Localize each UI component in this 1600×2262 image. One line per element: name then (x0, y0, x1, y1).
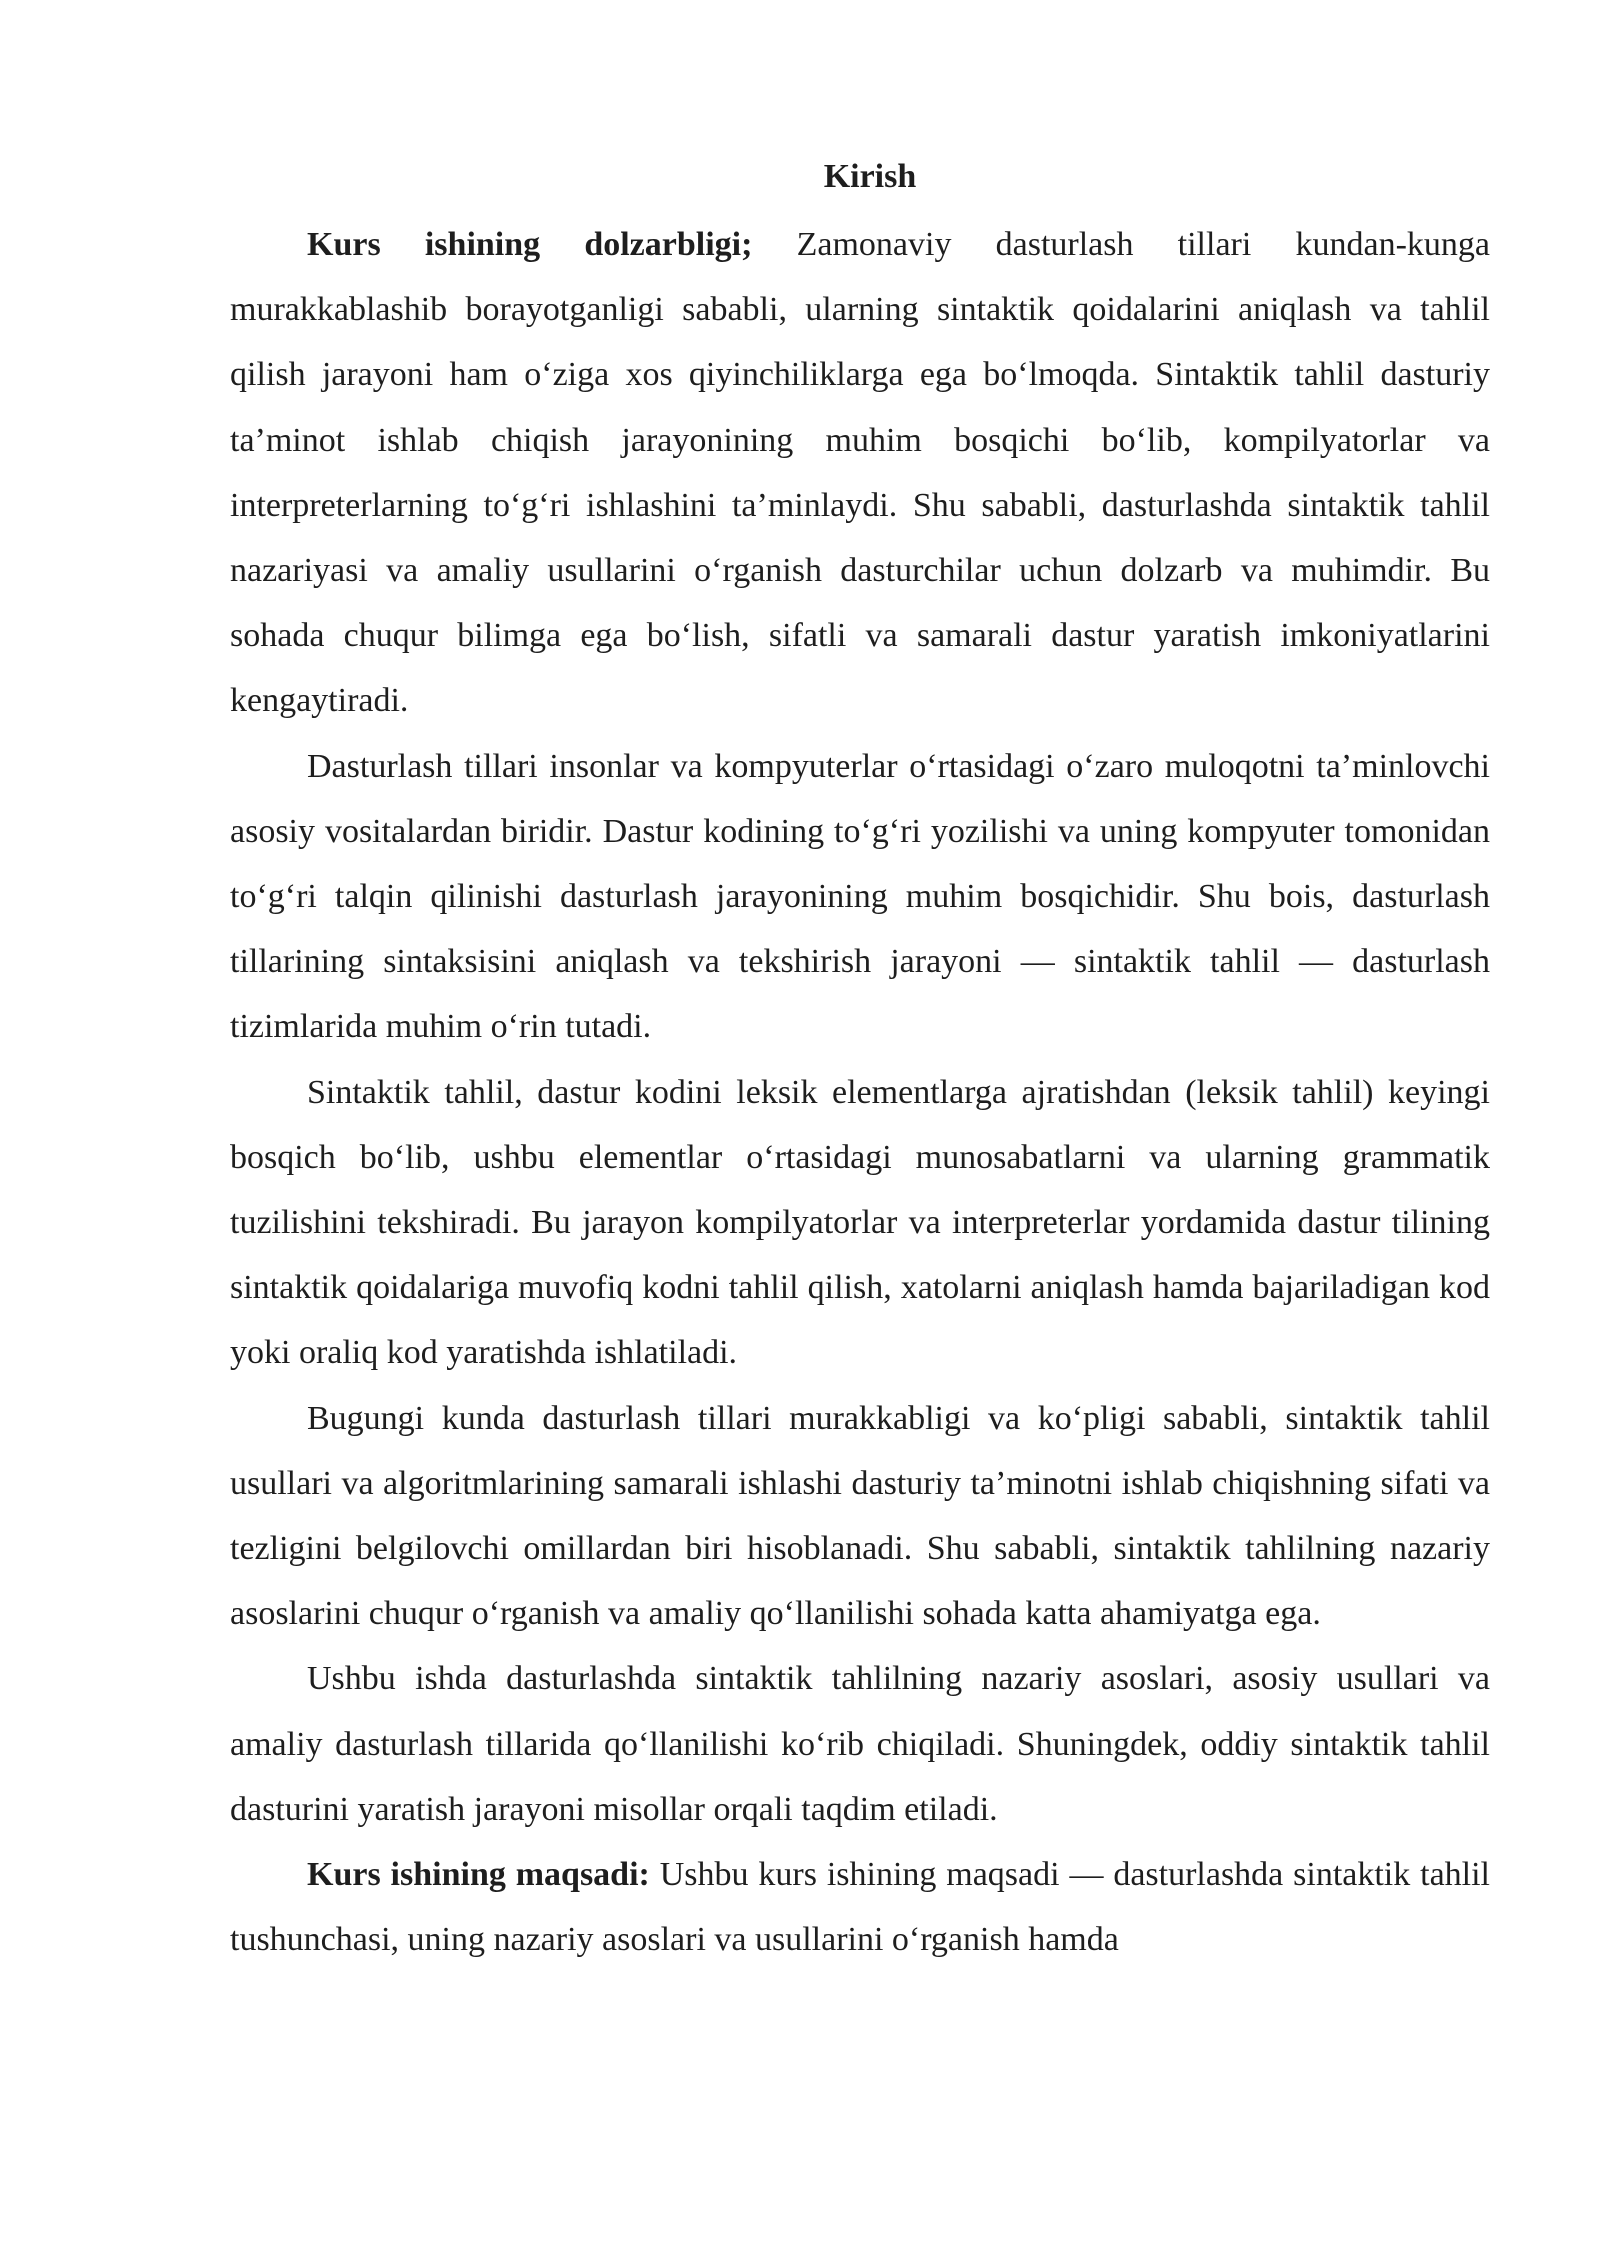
paragraph-text: Dasturlash tillari insonlar va kompyuterlar o‘rtasidagi o‘zaro muloqotni ta’minlovchi asosiy vositalardan biridir. Dastur kodining to‘g‘ri yozilishi va uning kompyuter tomonidan to‘g‘ri talqin qilinishi dasturlash jarayonining muhim bosqichidir. Shu bois, dasturlash tillarining sintaksisini aniqlash va tekshirish jarayoni — sintaktik tahlil — dasturlash tizimlarida muhim o‘rin tutadi. (230, 747, 1490, 1046)
paragraph-text: Ushbu ishda dasturlashda sintaktik tahlilning nazariy asoslari, asosiy usullari va amaliy dasturlash tillarida qo‘llanilishi ko‘rib chiqiladi. Shuningdek, oddiy sintaktik tahlil dasturini yaratish jarayoni misollar orqali taqdim etiladi. (230, 1660, 1490, 1828)
page-title: Kirish (823, 158, 917, 195)
paragraph-lead: Kurs ishining maqsadi: (307, 1856, 650, 1894)
paragraph-text: Zamonaviy dasturlash tillari kundan-kunga murakkablashib borayotganligi sababli, ularning sintaktik qoidalarini aniqlash va tahlil qilish jarayoni ham o‘ziga xos qiyinchiliklarga ega bo‘lmoqda. Sintaktik tahlil dasturiy ta’minot ishlab chiqish jarayonining muhim bosqichi bo‘lib, kompilyatorlar va interpreterlarning to‘g‘ri ishlashini ta’minlaydi. Shu sababli, dasturlashda sintaktik tahlil nazariyasi va amaliy usullarini o‘rganish dasturchilar uchun dolzarb va muhimdir. Bu sohada chuqur bilimga ega bo‘lish, sifatli va samarali dastur yaratish imkoniyatlarini kengaytiradi. (230, 226, 1490, 720)
paragraph-body (230, 1646, 1490, 1842)
paragraph-text: Bugungi kunda dasturlash tillari murakkabligi va ko‘pligi sababli, sintaktik tahlil usullari va algoritmlarining samarali ishlashi dasturiy ta’minotni ishlab chiqishning sifati va tezligini belgilovchi omillardan biri hisoblanadi. Shu sababli, sintaktik tahlilning nazariy asoslarini chuqur o‘rganish va amaliy qo‘llanilishi sohada katta ahamiyatga ega. (230, 1399, 1490, 1633)
paragraph-lead: Kurs ishining dolzarbligi; (307, 226, 753, 263)
paragraph-body (230, 1060, 1490, 1386)
paragraph-body (230, 734, 1490, 1060)
paragraph-goal (230, 1842, 1490, 1972)
paragraph-relevance (230, 212, 1490, 734)
paragraph-text: Sintaktik tahlil, dastur kodini leksik elementlarga ajratishdan (leksik tahlil) keyingi bosqich bo‘lib, ushbu elementlar o‘rtasidagi munosabatlarni va ularning grammatik tuzilishini tekshiradi. Bu jarayon kompilyatorlar va interpreterlar yordamida dastur tilining sintaktik qoidalariga muvofiq kodni tahlil qilish, xatolarni aniqlash hamda bajariladigan kod yoki oraliq kod yaratishda ishlatiladi. (230, 1073, 1490, 1372)
paragraph-text: Ushbu kurs ishining maqsadi — dasturlashda sintaktik tahlil tushunchasi, uning nazariy asoslari va usullarini o‘rganish hamda (230, 1856, 1490, 1959)
paragraph-body (230, 1386, 1490, 1647)
